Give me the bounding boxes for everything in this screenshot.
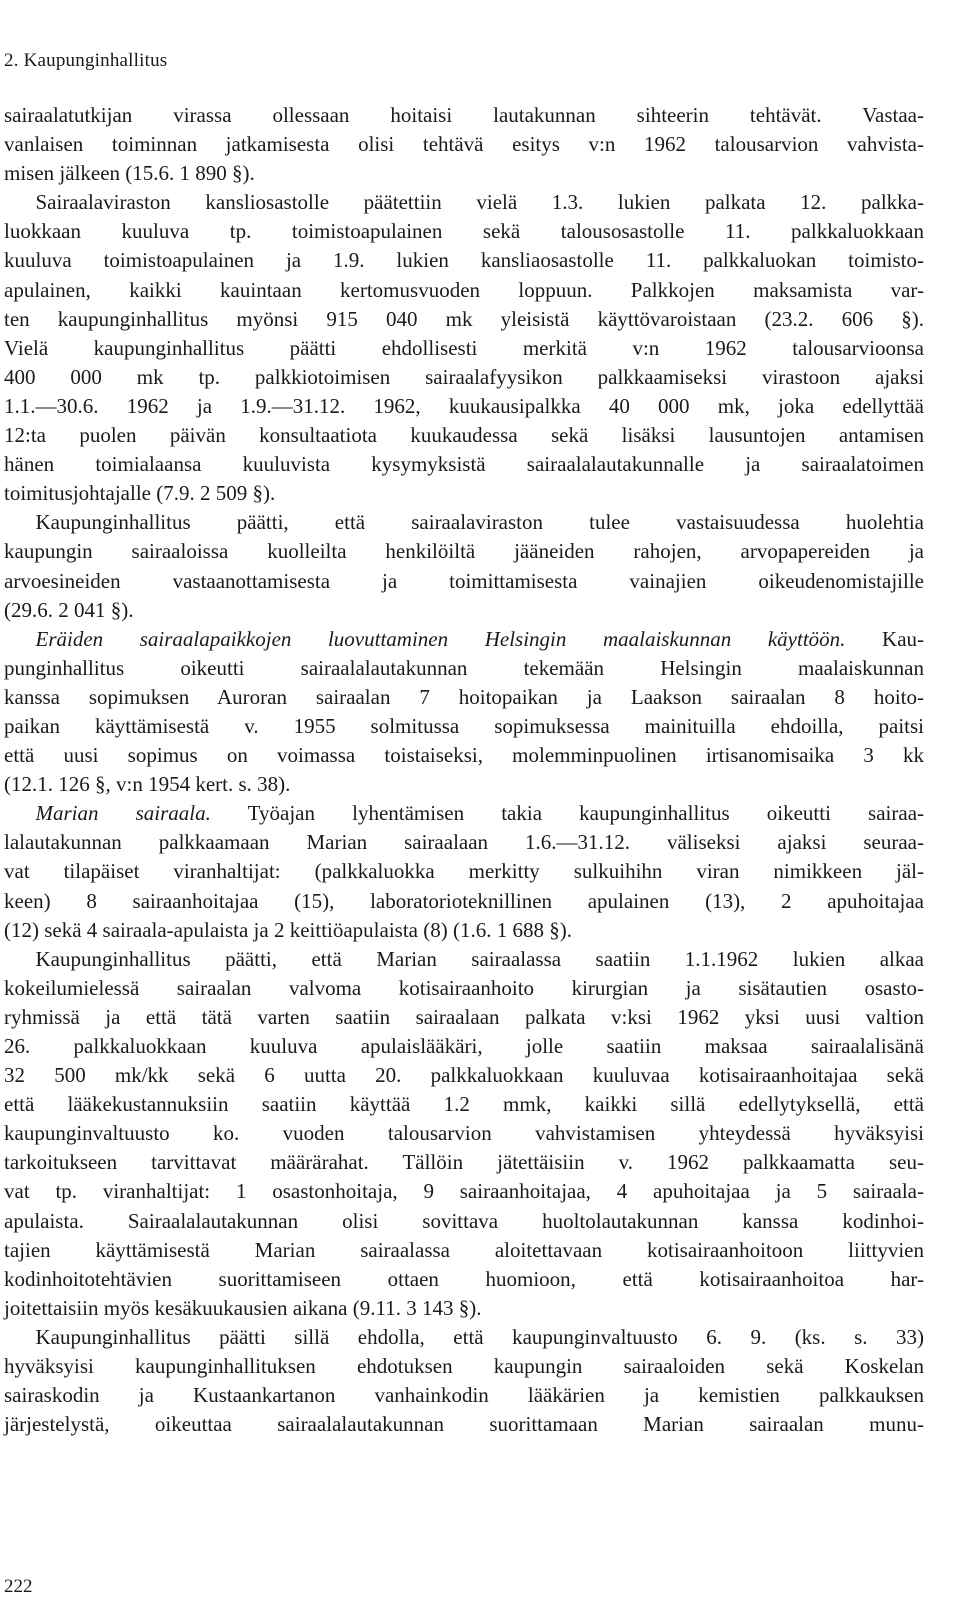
- italic-heading: Eräiden sairaalapaikkojen luovuttaminen Helsingin maalaiskunnan käyttöön.: [35, 626, 846, 651]
- text-run: Vielä kaupunginhallitus päätti ehdollisesti merkitä v:n 1962 talousarvioonsa: [4, 335, 924, 360]
- text-run: Kau-: [845, 626, 925, 651]
- text-line: [4, 421, 924, 450]
- text-line: [4, 334, 924, 363]
- text-line: [4, 1381, 924, 1410]
- text-run: vanlaisen toiminnan jatkamisesta olisi tehtävä esitys v:n 1962 talousarvion vahvista-: [4, 132, 924, 157]
- text-run: Kaupunginhallitus päätti, että Marian sairaalassa saatiin 1.1.1962 lukien alkaa: [4, 946, 924, 971]
- text-run: [4, 801, 36, 825]
- text-run: kaupungin sairaaloissa kuolleilta henkilöiltä jääneiden rahojen, arvopapereiden ja: [4, 539, 924, 564]
- text-line: [4, 741, 924, 770]
- text-run: lalautakunnan palkkaamaan Marian sairaalaan 1.6.—31.12. väliseksi ajaksi seuraa-: [4, 830, 924, 855]
- text-line: [4, 537, 924, 566]
- text-run: 1.1.—30.6. 1962 ja 1.9.—31.12. 1962, kuukausipalkka 40 000 mk, joka edellyttää: [4, 393, 924, 418]
- text-line: [4, 1265, 924, 1294]
- text-line: [4, 1207, 924, 1236]
- text-run: kaupunginvaltuusto ko. vuoden talousarvion vahvistamisen yhteydessä hyväksyisi: [4, 1121, 924, 1146]
- text-line: [4, 1090, 924, 1119]
- text-run: vat tp. viranhaltijat: 1 osastonhoitaja, 9 sairaanhoitajaa, 4 apuhoitajaa ja 5 sairaala-: [4, 1179, 924, 1204]
- text-line: [4, 1236, 924, 1265]
- text-line: [4, 479, 924, 508]
- text-run: Työajan lyhentämisen takia kaupunginhallitus oikeutti sairaa-: [210, 801, 925, 826]
- text-line: [4, 1177, 924, 1206]
- text-run: toimitusjohtajalle (7.9. 2 509 §).: [4, 481, 276, 506]
- text-line: [4, 1061, 924, 1090]
- text-run: sairaalatutkijan virassa ollessaan hoitaisi lautakunnan sihteerin tehtävät. Vastaa-: [4, 103, 924, 127]
- text-line: [4, 1119, 924, 1148]
- text-run: tarkoitukseen tarvittavat määrärahat. Tällöin jätettäisiin v. 1962 palkkaamatta seu-: [4, 1150, 924, 1175]
- text-line: [4, 392, 924, 421]
- text-line: [4, 1410, 924, 1439]
- text-line: [4, 712, 924, 741]
- text-run: 12:ta puolen päivän konsultaatiota kuukaudessa sekä lisäksi lausuntojen antamisen: [4, 423, 924, 448]
- text-run: apulaista. Sairaalalautakunnan olisi sovittava huoltolautakunnan kanssa kodinhoi-: [4, 1208, 924, 1233]
- text-line: [4, 159, 924, 188]
- text-run: järjestelystä, oikeuttaa sairaalalautakunnan suorittamaan Marian sairaalan munu-: [4, 1412, 924, 1437]
- text-line: [4, 305, 924, 334]
- text-line: [4, 654, 924, 683]
- text-run: 400 000 mk tp. palkkiotoimisen sairaalafyysikon palkkaamiseksi virastoon ajaksi: [4, 364, 924, 389]
- text-run: hänen toimialaansa kuuluvista kysymyksistä sairaalalautakunnalle ja sairaalatoimen: [4, 452, 924, 477]
- text-run: keen) 8 sairaanhoitajaa (15), laboratorioteknillinen apulainen (13), 2 apuhoitajaa: [4, 888, 924, 913]
- text-line: [4, 1323, 924, 1352]
- text-line: [4, 596, 924, 625]
- text-run: että uusi sopimus on voimassa toistaiseksi, molemminpuolinen irtisanomisaika 3 kk: [4, 743, 924, 768]
- text-line: [4, 450, 924, 479]
- page-number: 222: [4, 1576, 33, 1597]
- text-line: [4, 217, 924, 246]
- text-line: [4, 974, 924, 1003]
- text-run: kuuluva toimistoapulainen ja 1.9. lukien kansliaosastolle 11. palkkaluokan toimisto-: [4, 248, 924, 273]
- text-run: ten kaupunginhallitus myönsi 915 040 mk yleisistä käyttövaroistaan (23.2. 606 §).: [4, 306, 924, 331]
- text-run: paikan käyttämisestä v. 1955 solmitussa sopimuksessa mainituilla ehdoilla, paitsi: [4, 713, 924, 738]
- text-line: [4, 363, 924, 392]
- running-head: 2. Kaupunginhallitus: [4, 50, 168, 71]
- text-run: arvoesineiden vastaanottamisesta ja toimittamisesta vainajien oikeudenomistajille: [4, 568, 924, 593]
- text-line: [4, 1294, 924, 1323]
- text-run: luokkaan kuuluva tp. toimistoapulainen sekä talousosastolle 11. palkkaluokkaan: [4, 219, 924, 244]
- text-line: [4, 246, 924, 275]
- text-line: [4, 101, 924, 130]
- text-run: (29.6. 2 041 §).: [4, 597, 134, 622]
- text-line: [4, 828, 924, 857]
- text-run: misen jälkeen (15.6. 1 890 §).: [4, 161, 255, 186]
- text-line: [4, 130, 924, 159]
- text-run: ryhmissä ja että tätä varten saatiin sairaalaan palkata v:ksi 1962 yksi uusi valtion: [4, 1004, 924, 1029]
- text-run: Kaupunginhallitus päätti, että sairaalaviraston tulee vastaisuudessa huolehtia: [4, 510, 924, 535]
- text-line: [4, 916, 924, 945]
- text-line: [4, 567, 924, 596]
- body-text: [4, 101, 924, 1439]
- text-run: punginhallitus oikeutti sairaalalautakunnan tekemään Helsingin maalaiskunnan: [4, 655, 924, 680]
- italic-heading: Marian sairaala.: [35, 801, 211, 826]
- text-run: Kaupunginhallitus päätti sillä ehdolla, että kaupunginvaltuusto 6. 9. (ks. s. 33): [4, 1324, 924, 1349]
- text-line: [4, 1032, 924, 1061]
- text-line: [4, 945, 924, 974]
- text-run: että lääkekustannuksiin saatiin käyttää 1.2 mmk, kaikki sillä edellytyksellä, että: [4, 1092, 924, 1117]
- text-line: [4, 683, 924, 712]
- text-line: [4, 1148, 924, 1177]
- text-run: (12.1. 126 §, v:n 1954 kert. s. 38).: [4, 772, 291, 797]
- text-line: [4, 857, 924, 886]
- text-run: kodinhoitotehtävien suorittamiseen ottaen huomioon, että kotisairaanhoitoa har-: [4, 1266, 924, 1291]
- text-line: [4, 887, 924, 916]
- text-line: [4, 1352, 924, 1381]
- text-run: 32 500 mk/kk sekä 6 uutta 20. palkkaluokkaan kuuluvaa kotisairaanhoitajaa sekä: [4, 1063, 924, 1088]
- text-line: [4, 799, 924, 828]
- text-run: joitettaisiin myös kesäkuukausien aikana (9.11. 3 143 §).: [4, 1295, 482, 1320]
- text-line: [4, 625, 924, 654]
- text-line: [4, 508, 924, 537]
- text-line: [4, 276, 924, 305]
- text-run: tajien käyttämisestä Marian sairaalassa aloitettavaan kotisairaanhoitoon liittyvien: [4, 1237, 924, 1262]
- text-line: [4, 770, 924, 799]
- text-line: [4, 1003, 924, 1032]
- text-run: (12) sekä 4 sairaala-apulaista ja 2 keittiöapulaista (8) (1.6. 1 688 §).: [4, 917, 572, 942]
- text-run: Sairaalaviraston kansliosastolle päätettiin vielä 1.3. lukien palkata 12. palkka-: [4, 190, 924, 215]
- text-run: kanssa sopimuksen Auroran sairaalan 7 hoitopaikan ja Laakson sairaalan 8 hoito-: [4, 684, 924, 709]
- text-run: vat tilapäiset viranhaltijat: (palkkaluokka merkitty sulkuihihn viran nimikkeen jäl-: [4, 859, 924, 884]
- text-line: [4, 188, 924, 217]
- text-run: [4, 627, 36, 651]
- text-run: sairaskodin ja Kustaankartanon vanhainkodin lääkärien ja kemistien palkkauksen: [4, 1383, 924, 1408]
- text-run: 26. palkkaluokkaan kuuluva apulaislääkäri, jolle saatiin maksaa sairaalalisänä: [4, 1034, 924, 1058]
- text-run: apulainen, kaikki kauintaan kertomusvuoden loppuun. Palkkojen maksamista var-: [4, 277, 924, 302]
- text-run: hyväksyisi kaupunginhallituksen ehdotuksen kaupungin sairaaloiden sekä Koskelan: [4, 1354, 924, 1379]
- text-run: kokeilumielessä sairaalan valvoma kotisairaanhoito kirurgian ja sisätautien osasto-: [4, 975, 924, 1000]
